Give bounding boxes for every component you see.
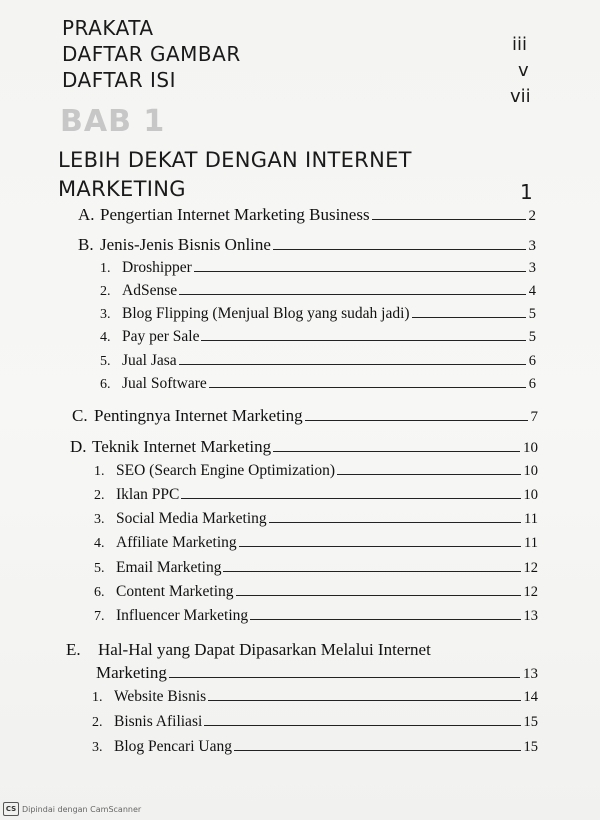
dot-leader [372,218,526,220]
toc-subentry-b3[interactable] [100,305,536,323]
entry-label: Influencer Marketing [116,607,249,624]
entry-page: 15 [523,739,538,755]
toc-subentry-d5[interactable] [94,559,538,577]
entry-number: 1. [94,464,105,479]
toc-entry-d[interactable] [70,437,538,457]
dot-leader [250,618,520,620]
entry-number: E. [66,640,81,659]
entry-number: 3. [100,307,111,322]
toc-entry-a[interactable] [78,205,536,225]
entry-page: 15 [523,714,538,730]
toc-subentry-d3[interactable] [94,510,538,528]
entry-page: 4 [528,283,536,299]
entry-label: Email Marketing [116,559,222,576]
scanner-watermark [3,802,141,816]
toc-entry-b[interactable] [78,235,536,255]
toc-subentry-d6[interactable] [94,583,538,601]
toc-subentry-d1[interactable] [94,462,538,480]
entry-label: Content Marketing [116,583,234,600]
entry-number: A. [78,205,95,224]
chapter-page-number: 1 [520,180,533,204]
dot-leader [181,497,520,499]
front-matter-prakata: PRAKATA [62,16,154,40]
entry-number: D. [70,437,87,456]
entry-number: 1. [92,690,103,705]
dot-leader [337,473,520,475]
entry-number: 6. [94,585,105,600]
dot-leader [208,699,520,701]
entry-page: 12 [523,584,538,600]
dot-leader [223,570,520,572]
front-matter-page-daftar-gambar: v [518,60,529,81]
toc-subentry-e2[interactable] [92,713,538,731]
entry-page: 3 [528,238,536,254]
entry-label: Social Media Marketing [116,510,267,527]
entry-label: Pengertian Internet Marketing Business [100,205,370,224]
entry-page: 3 [528,260,536,276]
toc-subentry-b5[interactable] [100,352,536,370]
front-matter-page-prakata: iii [512,34,528,55]
entry-number: 4. [94,536,105,551]
entry-label: Bisnis Afiliasi [114,713,203,730]
entry-page: 10 [523,487,538,503]
entry-label: Website Bisnis [114,688,207,705]
dot-leader [204,724,520,726]
entry-page: 5 [528,329,536,345]
chapter-title: LEBIH DEKAT DENGAN INTERNET MARKETING [58,148,412,201]
entry-number: C. [72,406,88,425]
entry-label: Jual Software [122,375,207,392]
dot-leader [201,339,525,341]
entry-number: 1. [100,261,111,276]
entry-label: Jenis-Jenis Bisnis Online [100,235,271,254]
toc-entry-c[interactable] [72,406,538,426]
entry-page: 5 [528,306,536,322]
dot-leader [179,363,526,365]
dot-leader [169,676,520,678]
entry-page: 2 [528,208,536,224]
toc-subentry-d7[interactable] [94,607,538,625]
entry-label: Pay per Sale [122,328,200,345]
entry-number: 6. [100,377,111,392]
entry-label: Blog Pencari Uang [114,738,232,755]
dot-leader [234,749,521,751]
entry-page: 14 [523,689,538,705]
entry-label: Droshipper [122,259,192,276]
entry-number: 2. [100,284,111,299]
dot-leader [305,419,528,421]
dot-leader [239,545,521,547]
toc-subentry-b6[interactable] [100,375,536,393]
dot-leader [179,293,526,295]
entry-number: 3. [92,740,103,755]
entry-number: 2. [94,488,105,503]
entry-page: 10 [523,463,538,479]
camscanner-logo-icon: CS [3,802,19,816]
dot-leader [412,316,526,318]
dot-leader [209,386,526,388]
entry-page: 6 [528,353,536,369]
toc-subentry-b2[interactable] [100,282,536,300]
entry-label: Pentingnya Internet Marketing [94,406,303,425]
entry-label: Jual Jasa [122,352,177,369]
dot-leader [194,270,526,272]
entry-number: B. [78,235,94,254]
entry-page: 11 [524,535,538,551]
entry-label-line1: Hal-Hal yang Dapat Dipasarkan Melalui Internet [98,640,431,659]
dot-leader [273,450,520,452]
toc-subentry-b1[interactable] [100,259,536,277]
entry-page: 6 [528,376,536,392]
entry-number: 5. [94,561,105,576]
entry-label: Iklan PPC [116,486,180,503]
entry-label: Blog Flipping (Menjual Blog yang sudah jadi) [122,305,410,322]
front-matter-daftar-isi: DAFTAR ISI [62,68,176,92]
entry-page: 7 [530,409,538,425]
toc-subentry-b4[interactable] [100,328,536,346]
entry-label: AdSense [122,282,178,299]
entry-label: SEO (Search Engine Optimization) [116,462,336,479]
entry-number: 3. [94,512,105,527]
toc-subentry-e1[interactable] [92,688,538,706]
front-matter-daftar-gambar: DAFTAR GAMBAR [62,42,241,66]
entry-number: 7. [94,609,105,624]
dot-leader [273,248,526,250]
entry-number: 5. [100,354,111,369]
toc-entry-e[interactable] [66,640,536,660]
entry-page: 10 [523,440,538,456]
dot-leader [236,594,521,596]
front-matter-page-daftar-isi: vii [510,86,531,107]
entry-label: Teknik Internet Marketing [92,437,272,456]
toc-subentry-d2[interactable] [94,486,538,504]
toc-subentry-d4[interactable] [94,534,538,552]
entry-page: 13 [523,608,538,624]
dot-leader [269,521,521,523]
chapter-label: BAB 1 [60,104,166,139]
entry-number: 4. [100,330,111,345]
scanner-watermark-text: Dipindai dengan CamScanner [22,804,142,814]
toc-entry-e-continued[interactable] [96,663,538,683]
entry-page: 12 [523,560,538,576]
entry-page: 11 [524,511,538,527]
entry-number: 2. [92,715,103,730]
entry-page: 13 [523,666,538,682]
entry-label-line2: Marketing [96,663,167,682]
toc-subentry-e3[interactable] [92,738,538,756]
entry-label: Affiliate Marketing [116,534,237,551]
